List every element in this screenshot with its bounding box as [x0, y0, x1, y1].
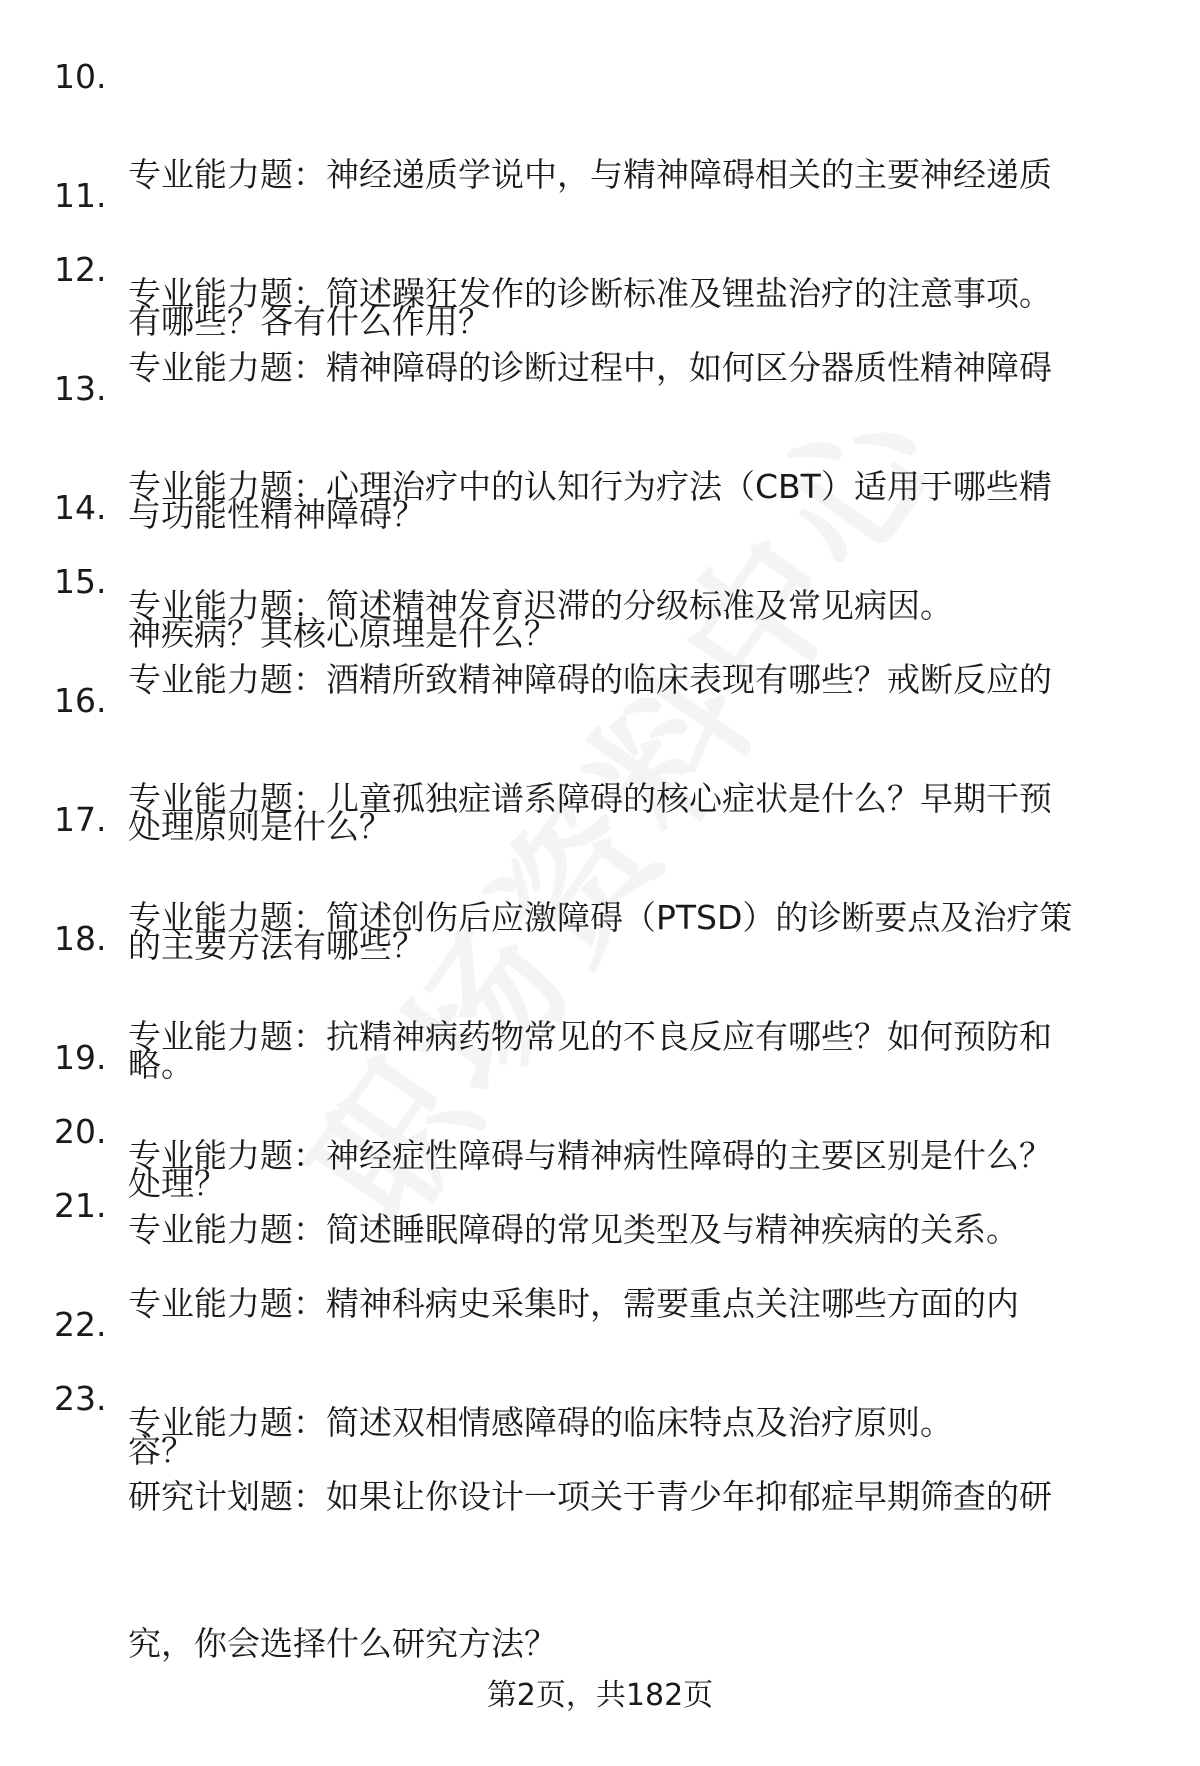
- question-line: 专业能力题：抗精神病药物常见的不良反应有哪些？如何预防和: [128, 1017, 1052, 1056]
- question-number: 20.: [54, 1112, 107, 1151]
- question-line: 专业能力题：精神科病史采集时，需要重点关注哪些方面的内: [128, 1284, 1019, 1323]
- question-line: 专业能力题：精神障碍的诊断过程中，如何区分器质性精神障碍: [128, 348, 1052, 387]
- question-line: 有哪些？各有什么作用？: [128, 302, 491, 341]
- question-line: 专业能力题：神经递质学说中，与精神障碍相关的主要神经递质: [128, 155, 1052, 194]
- question-number: 10.: [54, 57, 107, 96]
- question-line: 专业能力题：简述躁狂发作的诊断标准及锂盐治疗的注意事项。: [128, 274, 1052, 313]
- question-text: [128, 1374, 1168, 1766]
- question-line: 容？: [128, 1431, 194, 1470]
- question-number: 18.: [54, 919, 107, 958]
- question-line: 专业能力题：简述双相情感障碍的临床特点及治疗原则。: [128, 1403, 953, 1442]
- question-line: 专业能力题：简述创伤后应激障碍（PTSD）的诊断要点及治疗策: [128, 898, 1073, 937]
- question-line: 专业能力题：酒精所致精神障碍的临床表现有哪些？戒断反应的: [128, 660, 1052, 699]
- question-line: 专业能力题：简述睡眠障碍的常见类型及与精神疾病的关系。: [128, 1210, 1019, 1249]
- question-number: 13.: [54, 369, 107, 408]
- question-number: 12.: [54, 250, 107, 289]
- question-number: 23.: [54, 1379, 107, 1418]
- question-line: 专业能力题：心理治疗中的认知行为疗法（CBT）适用于哪些精: [128, 467, 1052, 506]
- question-number: 17.: [54, 800, 107, 839]
- question-number: 14.: [54, 488, 107, 527]
- question-line: 专业能力题：神经症性障碍与精神病性障碍的主要区别是什么？: [128, 1136, 1052, 1175]
- question-number: 19.: [54, 1038, 107, 1077]
- question-number: 15.: [54, 562, 107, 601]
- question-line: 研究计划题：如果让你设计一项关于青少年抑郁症早期筛查的研: [128, 1477, 1052, 1516]
- question-line: 的主要方法有哪些？: [128, 926, 425, 965]
- question-line: 处理原则是什么？: [128, 807, 392, 846]
- question-line: 处理？: [128, 1164, 227, 1203]
- question-line: 略。: [128, 1045, 194, 1084]
- question-line: 与功能性精神障碍？: [128, 495, 425, 534]
- question-number: 11.: [54, 176, 107, 215]
- question-number: 22.: [54, 1305, 107, 1344]
- question-line: 神疾病？其核心原理是什么？: [128, 614, 557, 653]
- question-number: 21.: [54, 1186, 107, 1225]
- page-footer: 第2页，共182页: [486, 1678, 714, 1713]
- question-line: 专业能力题：儿童孤独症谱系障碍的核心症状是什么？早期干预: [128, 779, 1052, 818]
- question-line: 专业能力题：简述精神发育迟滞的分级标准及常见病因。: [128, 586, 953, 625]
- question-line: 究，你会选择什么研究方法？: [128, 1624, 557, 1663]
- question-number: 16.: [54, 681, 107, 720]
